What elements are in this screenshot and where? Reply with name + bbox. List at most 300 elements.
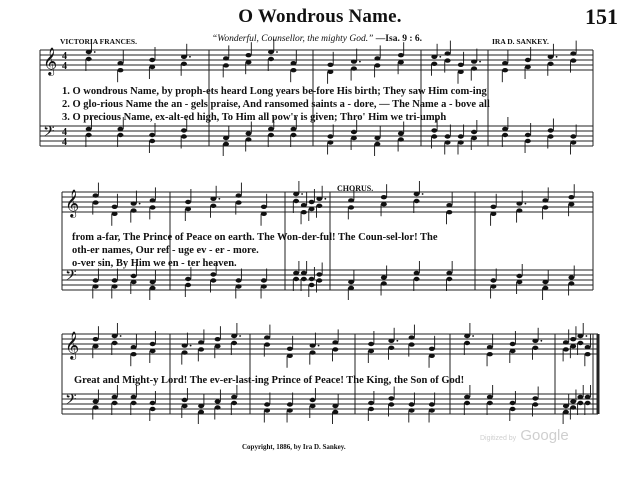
- note-head: [464, 334, 470, 338]
- note-head: [117, 68, 123, 72]
- note-head: [185, 277, 191, 281]
- note-head: [464, 395, 470, 399]
- time-signature: 4: [62, 127, 67, 138]
- note-head: [548, 62, 554, 66]
- note-head: [374, 63, 380, 67]
- note-head: [510, 401, 516, 405]
- note-head: [516, 280, 522, 284]
- note-head: [327, 140, 333, 144]
- note-head: [223, 136, 229, 140]
- note-head: [510, 349, 516, 353]
- note-head: [185, 283, 191, 287]
- note-head: [351, 59, 357, 63]
- note-head: [93, 399, 99, 403]
- note-head: [414, 192, 420, 196]
- dot: [525, 203, 527, 205]
- note-head: [293, 192, 299, 196]
- note-head: [301, 277, 307, 281]
- note-head: [181, 55, 187, 59]
- note-head: [431, 128, 437, 132]
- note-head: [268, 127, 274, 131]
- note-head: [223, 142, 229, 146]
- note-head: [231, 334, 237, 338]
- note-head: [525, 133, 531, 137]
- note-head: [310, 350, 316, 354]
- note-head: [291, 133, 297, 137]
- note-head: [246, 131, 252, 135]
- note-head: [525, 58, 531, 62]
- note-head: [131, 274, 137, 278]
- dot: [218, 198, 220, 200]
- note-head: [198, 404, 204, 408]
- note-head: [287, 347, 293, 351]
- note-head: [487, 352, 493, 356]
- note-head: [374, 142, 380, 146]
- note-head: [150, 205, 156, 209]
- note-head: [301, 271, 307, 275]
- dot: [94, 51, 96, 53]
- note-head: [409, 335, 415, 339]
- lyric-verse-1-line-2: from a-far, The Prince of Peace on earth. The Won-der-ful! The Coun-sel-lor! The: [72, 232, 438, 243]
- note-head: [112, 395, 118, 399]
- hymn-title: O Wondrous Name.: [238, 6, 402, 27]
- note-head: [246, 60, 252, 64]
- note-head: [93, 193, 99, 197]
- note-head: [150, 198, 156, 202]
- epigraph: [212, 34, 422, 44]
- note-head: [381, 195, 387, 199]
- dot: [422, 193, 424, 195]
- lyric-verse-2-line-2: oth-er names, Our ref - uge ev - er - more.: [72, 245, 259, 256]
- note-head: [502, 61, 508, 65]
- note-head: [348, 286, 354, 290]
- note-head: [215, 344, 221, 348]
- note-head: [487, 401, 493, 405]
- dot: [120, 335, 122, 337]
- note-head: [429, 402, 435, 406]
- note-head: [261, 278, 267, 282]
- note-head: [223, 56, 229, 60]
- note-head: [246, 137, 252, 141]
- note-head: [215, 337, 221, 341]
- note-head: [246, 53, 252, 57]
- note-head: [93, 278, 99, 282]
- bass-clef-icon: 𝄢: [65, 391, 77, 412]
- note-head: [570, 58, 576, 62]
- note-head: [210, 204, 216, 208]
- note-head: [236, 200, 242, 204]
- note-head: [150, 286, 156, 290]
- note-head: [502, 133, 508, 137]
- note-head: [291, 68, 297, 72]
- note-head: [532, 402, 538, 406]
- note-head: [409, 342, 415, 346]
- note-head: [471, 66, 477, 70]
- note-head: [150, 401, 156, 405]
- note-head: [398, 131, 404, 135]
- note-head: [264, 335, 270, 339]
- note-head: [268, 57, 274, 61]
- note-head: [458, 70, 464, 74]
- dot: [189, 56, 191, 58]
- dot: [472, 335, 474, 337]
- note-head: [210, 197, 216, 201]
- note-head: [149, 133, 155, 137]
- note-head: [525, 139, 531, 143]
- dot: [239, 335, 241, 337]
- note-head: [93, 284, 99, 288]
- note-head: [112, 401, 118, 405]
- note-head: [291, 61, 297, 65]
- note-head: [150, 349, 156, 353]
- note-head: [327, 134, 333, 138]
- epigraph-quote: “Wonderful, Counsellor, the mighty God.”: [212, 34, 374, 44]
- note-head: [502, 68, 508, 72]
- note-head: [309, 207, 315, 211]
- note-head: [532, 339, 538, 343]
- note-head: [198, 347, 204, 351]
- note-head: [398, 53, 404, 57]
- note-head: [429, 354, 435, 358]
- note-head: [327, 70, 333, 74]
- note-head: [264, 408, 270, 412]
- note-head: [93, 200, 99, 204]
- note-head: [542, 286, 548, 290]
- note-head: [464, 401, 470, 405]
- note-head: [570, 399, 576, 403]
- note-head: [351, 130, 357, 134]
- lyric-verse-2-line-1: 2. O glo-rious Name the an - gels praise, And ransomed saints a - dore, — The Name a - bove all: [62, 99, 490, 110]
- hymn-number: 151: [585, 4, 618, 29]
- note-head: [261, 205, 267, 209]
- note-head: [445, 51, 451, 55]
- note-head: [131, 352, 137, 356]
- time-signature: 4: [62, 137, 67, 148]
- note-head: [332, 410, 338, 414]
- note-head: [117, 127, 123, 131]
- note-head: [182, 398, 188, 402]
- note-head: [316, 278, 322, 282]
- note-head: [446, 277, 452, 281]
- note-head: [261, 284, 267, 288]
- note-head: [198, 410, 204, 414]
- note-head: [112, 284, 118, 288]
- lyric-verse-3-line-1: 3. O precious Name, ex-alt-ed high, To Him all pow'r is given; Thro' Him we tri-umph: [62, 112, 447, 123]
- note-head: [149, 65, 155, 69]
- note-head: [568, 195, 574, 199]
- note-head: [570, 344, 576, 348]
- note-head: [585, 352, 591, 356]
- note-head: [231, 341, 237, 345]
- note-head: [374, 136, 380, 140]
- note-head: [310, 398, 316, 402]
- note-head: [93, 337, 99, 341]
- note-head: [445, 140, 451, 144]
- note-head: [182, 343, 188, 347]
- note-head: [388, 402, 394, 406]
- note-head: [268, 50, 274, 54]
- note-head: [577, 395, 583, 399]
- treble-clef-icon: 𝄞: [43, 47, 58, 75]
- dot: [439, 56, 441, 58]
- epigraph-reference: —Isa. 9 : 6.: [375, 34, 422, 44]
- treble-clef-icon: 𝄞: [65, 331, 80, 359]
- note-head: [86, 127, 92, 131]
- note-head: [309, 277, 315, 281]
- note-head: [398, 60, 404, 64]
- dot: [139, 203, 141, 205]
- note-head: [445, 58, 451, 62]
- note-head: [182, 404, 188, 408]
- note-head: [182, 350, 188, 354]
- note-head: [548, 55, 554, 59]
- chorus-label: CHORUS.: [337, 184, 374, 193]
- note-head: [236, 193, 242, 197]
- note-head: [198, 340, 204, 344]
- dot: [190, 345, 192, 347]
- note-head: [112, 278, 118, 282]
- note-head: [577, 341, 583, 345]
- note-head: [516, 208, 522, 212]
- dot: [276, 51, 278, 53]
- note-head: [181, 62, 187, 66]
- note-head: [86, 57, 92, 61]
- note-head: [568, 281, 574, 285]
- note-head: [414, 277, 420, 281]
- note-head: [381, 281, 387, 285]
- note-head: [471, 130, 477, 134]
- note-head: [414, 199, 420, 203]
- note-head: [381, 202, 387, 206]
- note-head: [316, 197, 322, 201]
- note-head: [388, 346, 394, 350]
- note-head: [210, 272, 216, 276]
- note-head: [585, 345, 591, 349]
- note-head: [131, 345, 137, 349]
- note-head: [381, 275, 387, 279]
- note-head: [293, 199, 299, 203]
- note-head: [293, 271, 299, 275]
- note-head: [112, 212, 118, 216]
- note-head: [431, 62, 437, 66]
- note-head: [117, 133, 123, 137]
- note-head: [332, 347, 338, 351]
- note-head: [351, 136, 357, 140]
- note-head: [409, 408, 415, 412]
- note-head: [261, 212, 267, 216]
- note-head: [185, 207, 191, 211]
- note-head: [316, 272, 322, 276]
- note-head: [368, 401, 374, 405]
- note-head: [490, 205, 496, 209]
- note-head: [332, 340, 338, 344]
- note-head: [542, 198, 548, 202]
- note-head: [446, 271, 452, 275]
- note-head: [293, 277, 299, 281]
- note-head: [316, 204, 322, 208]
- note-head: [181, 134, 187, 138]
- dot: [318, 345, 320, 347]
- note-head: [516, 274, 522, 278]
- note-head: [287, 402, 293, 406]
- note-head: [388, 339, 394, 343]
- bass-clef-icon: 𝄢: [65, 267, 77, 288]
- note-head: [471, 59, 477, 63]
- note-head: [585, 401, 591, 405]
- note-head: [471, 136, 477, 140]
- note-head: [236, 284, 242, 288]
- treble-clef-icon: 𝄞: [65, 189, 80, 217]
- note-head: [563, 347, 569, 351]
- composer-left: VICTORIA FRANCES.: [60, 37, 137, 46]
- note-head: [532, 396, 538, 400]
- note-head: [446, 203, 452, 207]
- note-head: [490, 278, 496, 282]
- note-head: [570, 51, 576, 55]
- note-head: [431, 55, 437, 59]
- note-head: [368, 349, 374, 353]
- note-head: [409, 402, 415, 406]
- note-head: [487, 395, 493, 399]
- note-head: [215, 405, 221, 409]
- dot: [359, 61, 361, 63]
- note-head: [458, 63, 464, 67]
- note-head: [112, 205, 118, 209]
- note-head: [568, 202, 574, 206]
- note-head: [464, 341, 470, 345]
- note-head: [563, 410, 569, 414]
- note-head: [309, 283, 315, 287]
- note-head: [231, 401, 237, 405]
- lyric-verse-1-line-1: 1. O wondrous Name, by proph-ets heard Long years be-fore His birth; They saw Him com-ing: [62, 86, 487, 97]
- note-head: [348, 280, 354, 284]
- note-head: [112, 334, 118, 338]
- time-signature: 4: [62, 51, 67, 62]
- lyric-chorus-line: Great and Might-y Lord! The ev-er-last-ing Prince of Peace! The King, the Son of God!: [74, 375, 465, 386]
- note-head: [351, 66, 357, 70]
- note-head: [368, 407, 374, 411]
- time-signature: 4: [62, 61, 67, 72]
- note-head: [310, 343, 316, 347]
- dot: [301, 193, 303, 195]
- note-head: [458, 140, 464, 144]
- bass-clef-icon: 𝄢: [43, 123, 55, 144]
- note-head: [150, 407, 156, 411]
- note-head: [150, 280, 156, 284]
- watermark: [480, 427, 569, 444]
- note-head: [510, 342, 516, 346]
- note-head: [445, 134, 451, 138]
- note-head: [268, 133, 274, 137]
- note-head: [368, 342, 374, 346]
- note-head: [93, 405, 99, 409]
- note-head: [301, 210, 307, 214]
- note-head: [429, 347, 435, 351]
- note-head: [374, 56, 380, 60]
- note-head: [327, 63, 333, 67]
- note-head: [570, 140, 576, 144]
- note-head: [570, 405, 576, 409]
- note-head: [264, 402, 270, 406]
- note-head: [149, 58, 155, 62]
- dot: [396, 340, 398, 342]
- note-head: [542, 280, 548, 284]
- note-head: [131, 401, 137, 405]
- note-head: [542, 205, 548, 209]
- note-head: [150, 342, 156, 346]
- note-head: [236, 278, 242, 282]
- note-head: [502, 127, 508, 131]
- note-head: [287, 354, 293, 358]
- note-head: [93, 344, 99, 348]
- note-head: [131, 208, 137, 212]
- dot: [324, 198, 326, 200]
- note-head: [231, 395, 237, 399]
- lyric-verse-3-line-2: o-ver sin, By Him we en - ter heaven.: [72, 258, 237, 269]
- note-head: [301, 203, 307, 207]
- note-head: [570, 337, 576, 341]
- note-head: [577, 334, 583, 338]
- note-head: [86, 50, 92, 54]
- note-head: [131, 395, 137, 399]
- note-head: [348, 198, 354, 202]
- note-head: [548, 134, 554, 138]
- composer-right: IRA D. SANKEY.: [492, 37, 549, 46]
- note-head: [548, 128, 554, 132]
- note-head: [131, 280, 137, 284]
- note-head: [516, 201, 522, 205]
- note-head: [510, 407, 516, 411]
- note-head: [117, 61, 123, 65]
- note-head: [585, 395, 591, 399]
- note-head: [532, 346, 538, 350]
- note-head: [577, 401, 583, 405]
- note-head: [181, 128, 187, 132]
- dot: [479, 61, 481, 63]
- note-head: [223, 63, 229, 67]
- note-head: [487, 345, 493, 349]
- copyright-notice: Copyright, 1886, by Ira D. Sankey.: [242, 443, 346, 451]
- note-head: [215, 399, 221, 403]
- note-head: [563, 340, 569, 344]
- note-head: [348, 205, 354, 209]
- watermark-digitized: Digitized by: [480, 435, 517, 442]
- note-head: [490, 212, 496, 216]
- note-head: [310, 404, 316, 408]
- note-head: [568, 275, 574, 279]
- note-head: [414, 271, 420, 275]
- note-head: [563, 404, 569, 408]
- note-head: [431, 134, 437, 138]
- note-head: [525, 65, 531, 69]
- note-head: [287, 408, 293, 412]
- note-head: [185, 200, 191, 204]
- note-head: [398, 137, 404, 141]
- note-head: [458, 134, 464, 138]
- note-head: [86, 133, 92, 137]
- dot: [540, 340, 542, 342]
- dot: [586, 335, 588, 337]
- dot: [556, 56, 558, 58]
- note-head: [388, 396, 394, 400]
- note-head: [264, 342, 270, 346]
- note-head: [291, 127, 297, 131]
- note-head: [570, 134, 576, 138]
- note-head: [131, 201, 137, 205]
- note-head: [149, 139, 155, 143]
- note-head: [112, 341, 118, 345]
- note-head: [332, 404, 338, 408]
